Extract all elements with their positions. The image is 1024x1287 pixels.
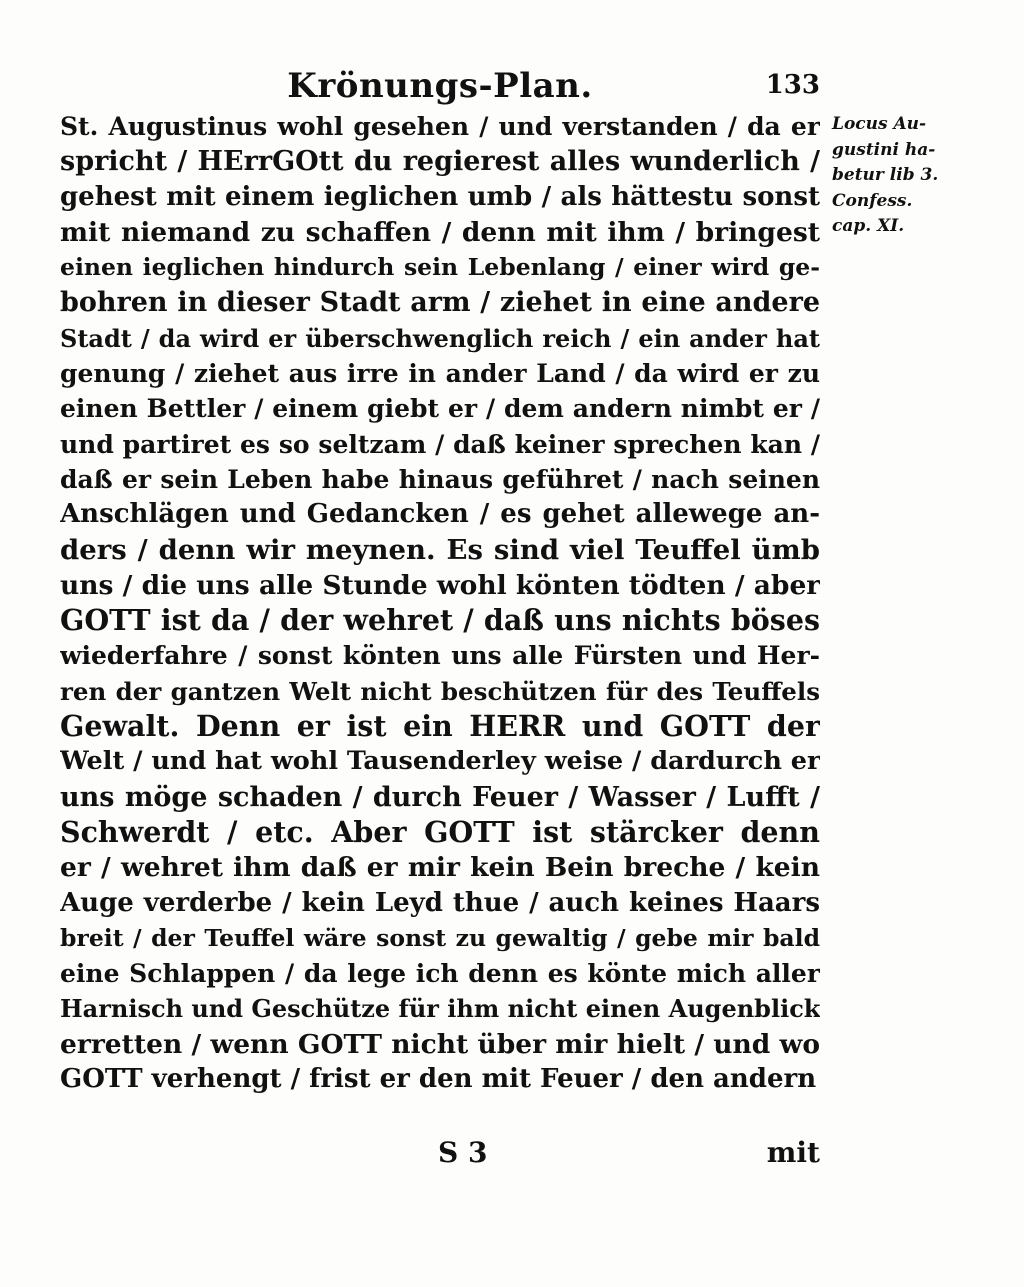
- text-line: uns möge schaden / durch Feuer / Wasser / Lufft /: [60, 781, 820, 813]
- text-line: erretten / wenn GOTT nicht über mir hielt / und wo: [60, 1028, 820, 1060]
- text-line: breit / der Teuffel wäre sonst zu gewaltig / gebe mir bald: [60, 923, 820, 952]
- marginal-note-line: gustini ha-: [832, 139, 936, 160]
- body-text: [60, 109, 820, 1097]
- text-line: wiederfahre / sonst könten uns alle Fürsten und Her-: [60, 641, 820, 671]
- text-line: bohren in dieser Stadt arm / ziehet in eine andere: [60, 287, 820, 319]
- text-line: und partiret es so seltzam / daß keiner sprechen kan /: [60, 429, 820, 459]
- text-line: GOTT verhengt / frist er den mit Feuer / den andern: [60, 1064, 817, 1095]
- page-number: 133: [765, 70, 820, 100]
- text-line: St. Augustinus wohl gesehen / und verstanden / da er: [60, 112, 820, 141]
- text-line: eine Schlappen / da lege ich denn es könte mich aller: [60, 959, 820, 989]
- text-line: spricht / HErrGOtt du regierest alles wunderlich /: [60, 146, 820, 178]
- text-line: mit niemand zu schaffen / denn mit ihm / bringest: [60, 216, 820, 248]
- running-head: [60, 66, 820, 106]
- text-line: Harnisch und Geschütze für ihm nicht einen Augenblick: [60, 994, 820, 1024]
- text-line: einen ieglichen hindurch sein Lebenlang / einer wird ge-: [60, 253, 820, 282]
- marginal-note-line: Locus Au-: [832, 114, 927, 134]
- signature-mark: S 3: [438, 1136, 488, 1169]
- text-line: daß er sein Leben habe hinaus geführet / nach seinen: [60, 464, 820, 494]
- page-footer: [60, 1136, 820, 1172]
- running-title: Krönungs-Plan.: [287, 66, 593, 106]
- marginal-note-line: betur lib 3.: [832, 165, 939, 185]
- text-line: GOTT ist da / der wehret / daß uns nichts böses: [60, 603, 820, 638]
- text-line: Schwerdt / etc. Aber GOTT ist stärcker denn: [60, 814, 820, 849]
- text-line: einen Bettler / einem giebt er / dem andern nimbt er /: [60, 394, 820, 424]
- text-line: ren der gantzen Welt nicht beschützen für des Teuffels: [60, 676, 820, 706]
- text-line: uns / die uns alle Stunde wohl könten tödten / aber: [60, 569, 820, 601]
- text-line: Anschlägen und Gedancken / es gehet allewege an-: [60, 499, 820, 530]
- marginal-note: [832, 112, 982, 240]
- text-line: genung / ziehet aus irre in ander Land / da wird er zu: [60, 359, 820, 389]
- text-line: ders / denn wir meynen. Es sind viel Teuffel ümb: [60, 533, 820, 566]
- marginal-note-line: cap. XI.: [832, 216, 905, 236]
- text-line: Welt / und hat wohl Tausenderley weise / dardurch er: [60, 746, 820, 777]
- text-line: Auge verderbe / kein Leyd thue / auch keines Haars: [60, 887, 820, 918]
- text-line: gehest mit einem ieglichen umb / als hättestu sonst: [60, 181, 820, 212]
- text-line: Gewalt. Denn er ist ein HERR und GOTT der: [60, 709, 820, 744]
- text-line: Stadt / da wird er überschwenglich reich / ein ander hat: [60, 323, 820, 353]
- text-line: er / wehret ihm daß er mir kein Bein breche / kein: [60, 852, 820, 884]
- catchword: mit: [766, 1136, 820, 1169]
- marginal-note-line: Confess.: [832, 190, 913, 211]
